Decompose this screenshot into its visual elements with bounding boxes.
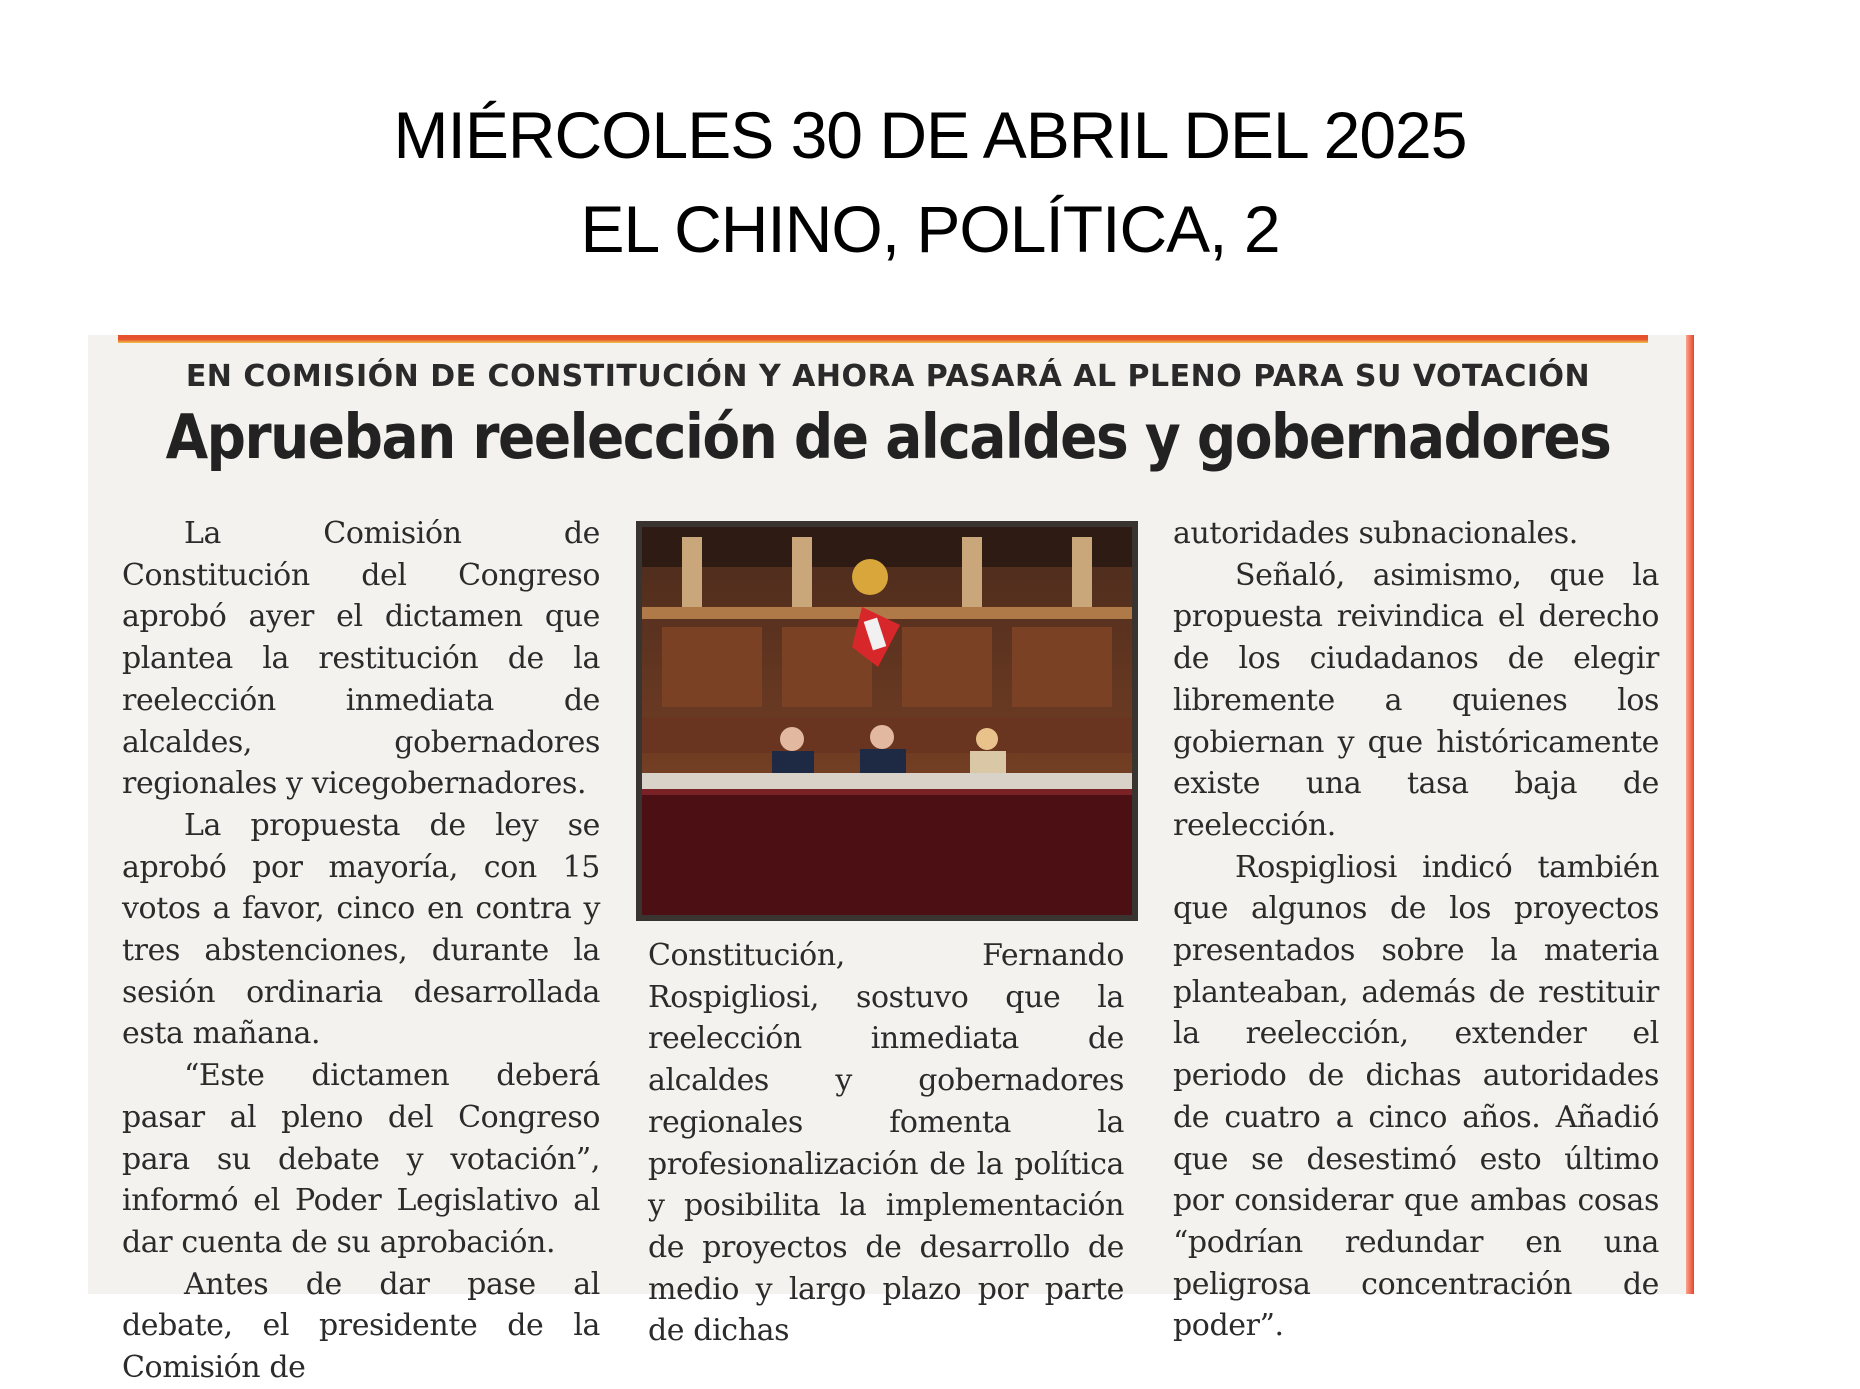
session-photo (636, 521, 1138, 921)
paragraph: autoridades subnacionales. (1173, 516, 1578, 551)
paragraph: “Este dictamen deberá pasar al pleno del Congreso para su debate y votación”, informó el Poder Legislativo al dar cuenta de su aprobación. (122, 1058, 600, 1260)
article-kicker: EN COMISIÓN DE CONSTITUCIÓN Y AHORA PASARÁ AL PLENO PARA SU VOTACIÓN (185, 359, 1591, 394)
source-line: EL CHINO, POLÍTICA, 2 (580, 192, 1280, 266)
paragraph: Antes de dar pase al debate, el presidente de la Comisión de (122, 1266, 600, 1386)
right-accent-stripe (1686, 335, 1694, 1294)
column-middle (648, 935, 1124, 1352)
column-right (1173, 513, 1659, 1347)
newspaper-clipping (88, 335, 1694, 1386)
paragraph: Constitución, Fernando Rospigliosi, sostuvo que la reelección inmediata de alcaldes y gobernadores regionales fomenta la profesionalización de la política y posibilita la implementación de proyectos de desarrollo de medio y largo plazo por parte de dichas (648, 938, 1124, 1349)
paragraph: La propuesta de ley se aprobó por mayoría, con 15 votos a favor, cinco en contra y tres abstenciones, durante la sesión ordinaria desarrollada esta mañana. (122, 807, 600, 1052)
top-accent-stripe (118, 335, 1648, 343)
paragraph: Señaló, asimismo, que la propuesta reivindica el derecho de los ciudadanos de elegir libremente a quienes los gobiernan y que históricamente existe una tasa baja de reelección. (1173, 557, 1659, 843)
clipping-header (0, 88, 1860, 276)
column-left (122, 513, 600, 1389)
session-photo-illustration (642, 527, 1132, 915)
article-headline: Aprueban reelección de alcaldes y gobernadores (165, 401, 1611, 473)
paragraph: La Comisión de Constitución del Congreso aprobó ayer el dictamen que plantea la restitución de la reelección inmediata de alcaldes, gobernadores regionales y vicegobernadores. (122, 516, 600, 802)
paragraph: Rospigliosi indicó también que algunos de los proyectos presentados sobre la materia planteaban, además de restituir la reelección, extender el periodo de dichas autoridades de cuatro a cinco años. Añadió que se desestimó esto último por considerar que ambas cosas “podrían redundar en una peligrosa concentración de poder”. (1173, 849, 1659, 1344)
date-line: MIÉRCOLES 30 DE ABRIL DEL 2025 (393, 98, 1467, 172)
